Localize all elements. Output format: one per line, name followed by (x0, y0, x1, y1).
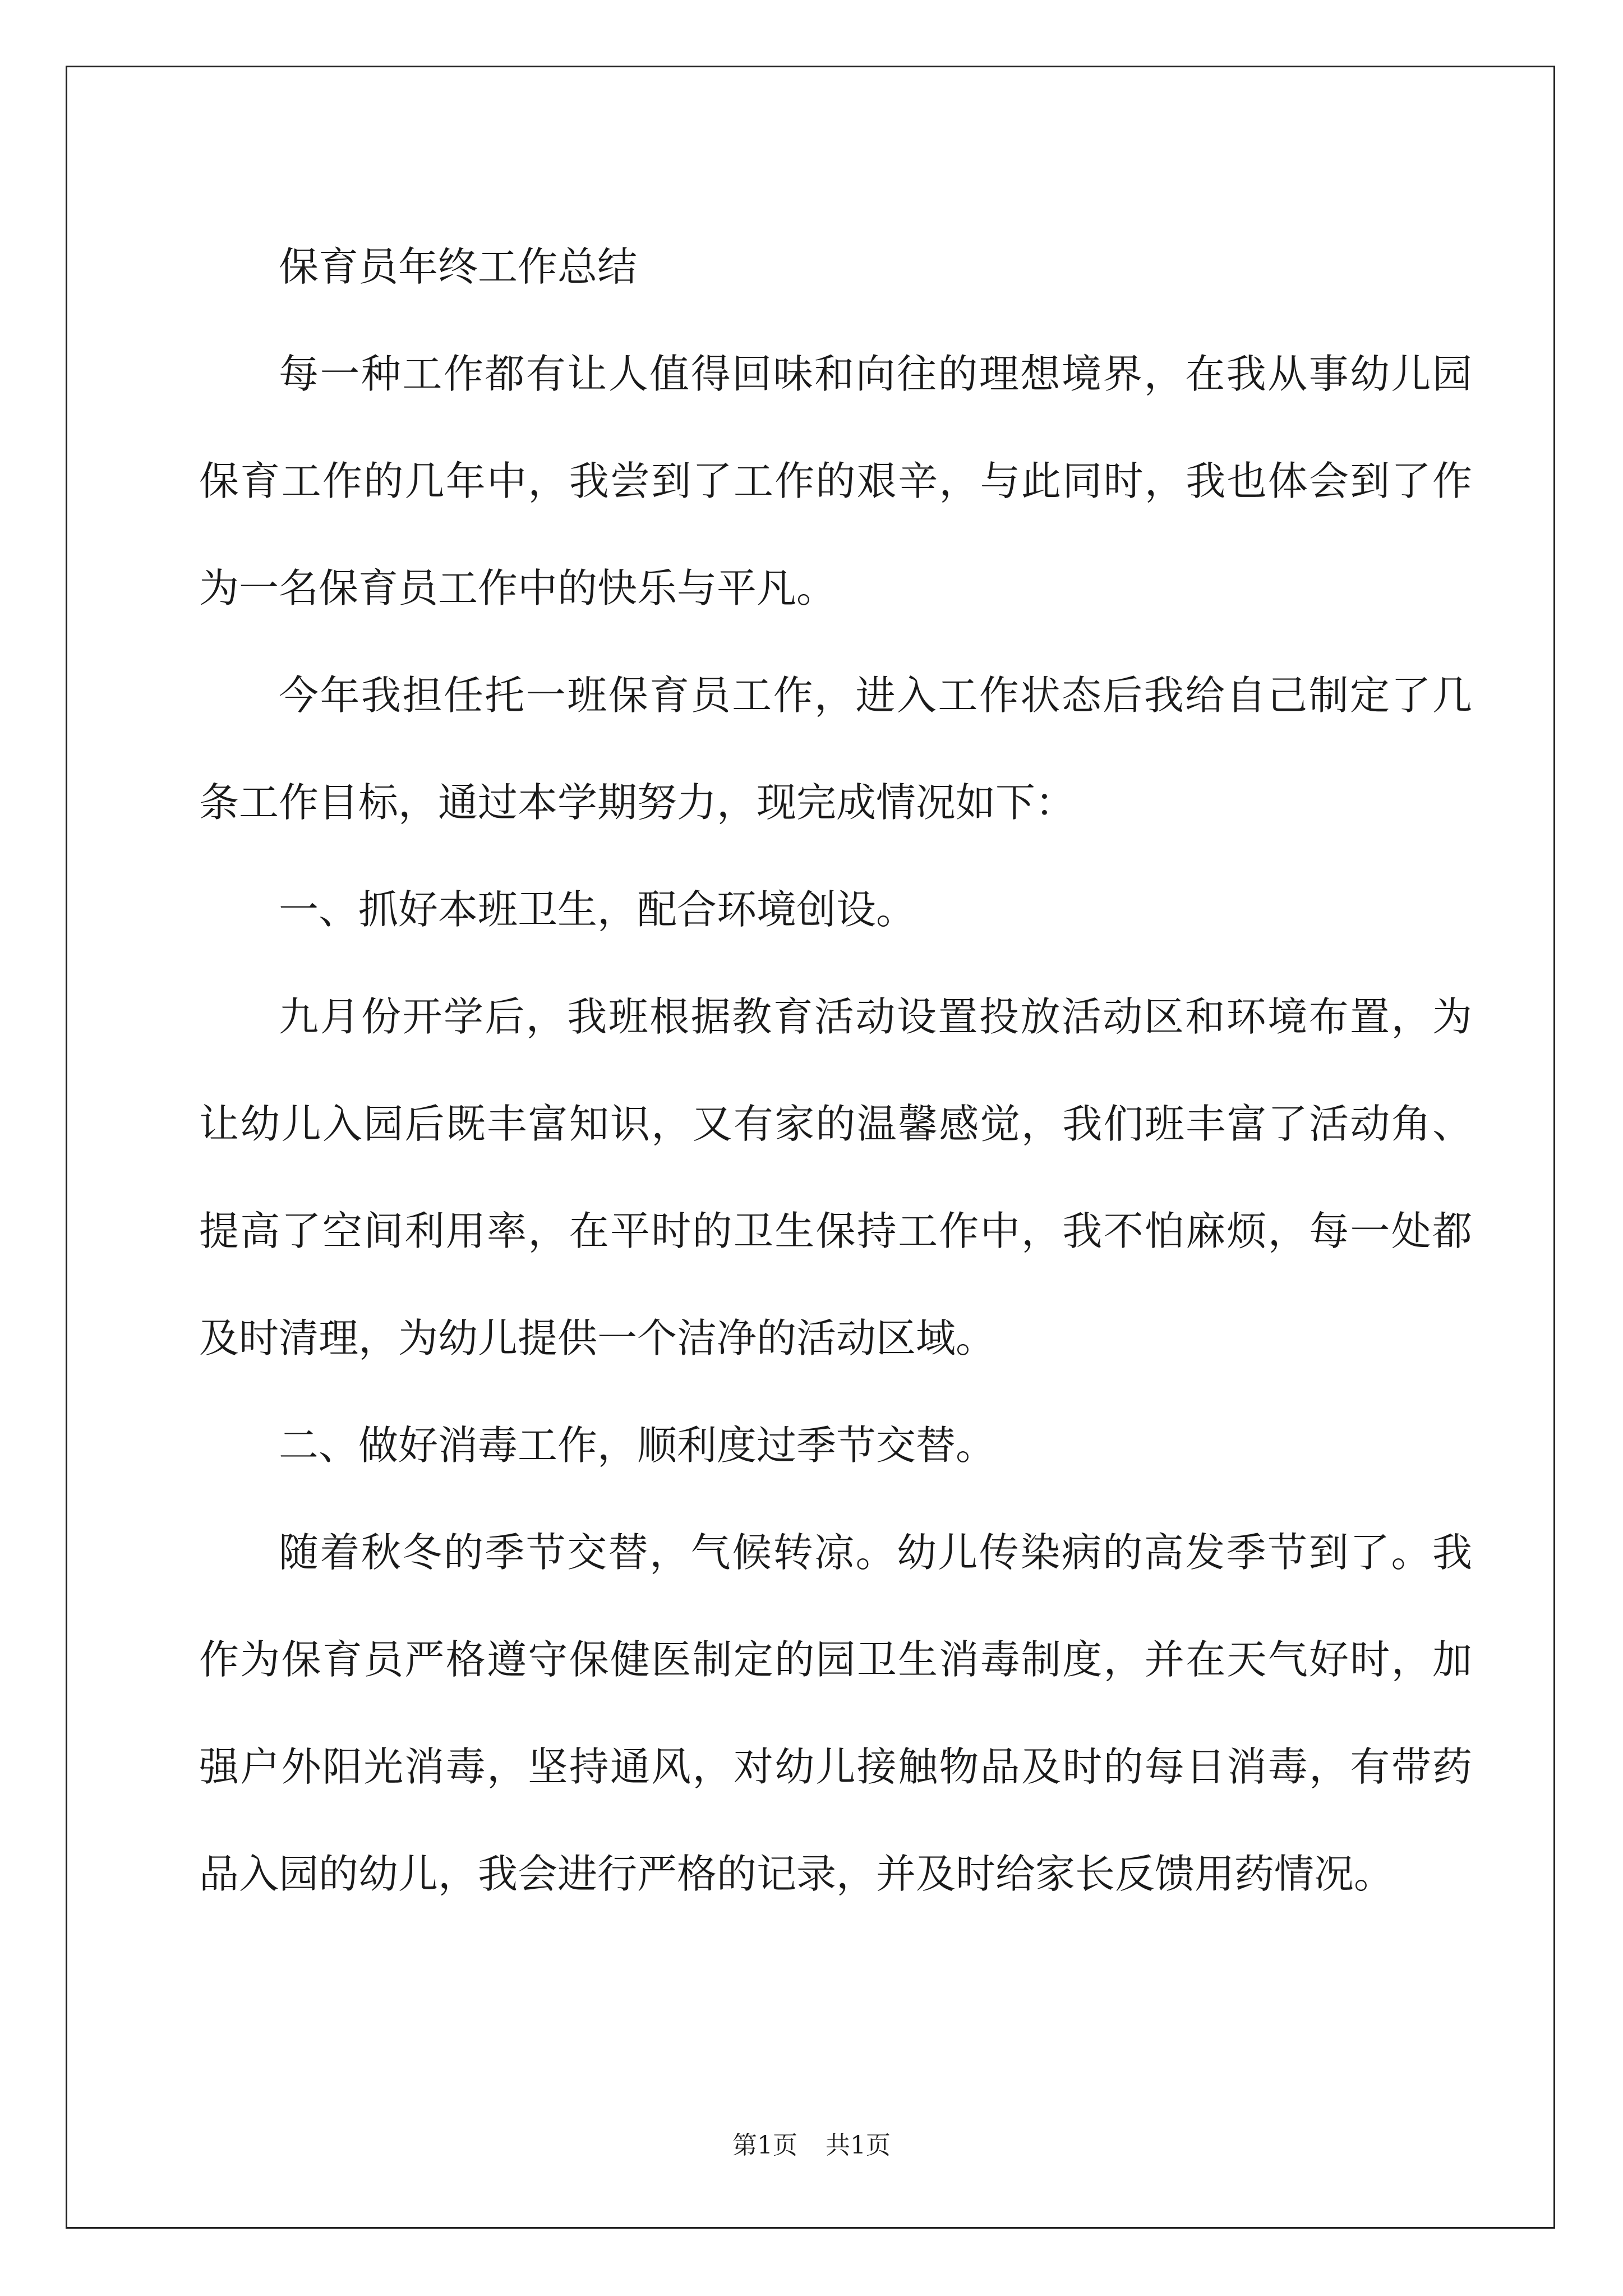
paragraph-intro: 每一种工作都有让人值得回味和向往的理想境界，在我从事幼儿园保育工作的几年中，我尝到了工作的艰辛，与此同时，我也体会到了作为一名保育员工作中的快乐与平凡。 (199, 351, 1472, 611)
paragraph-goals: 今年我担任托一班保育员工作，进入工作状态后我给自己制定了几条工作目标，通过本学期努力，现完成情况如下： (199, 672, 1472, 826)
paragraph-section-1: 九月份开学后，我班根据教育活动设置投放活动区和环境布置，为让幼儿入园后既丰富知识，又有家的温馨感觉，我们班丰富了活动角、提高了空间利用率，在平时的卫生保持工作中，我不怕麻烦，每一处都及时清理，为幼儿提供一个洁净的活动区域。 (199, 993, 1472, 1361)
page-footer (0, 2125, 1623, 2161)
page-number: 第1页 (732, 2131, 797, 2160)
document-title: 保育员年终工作总结 (279, 243, 638, 290)
section-heading-2: 二、做好消毒工作，顺利度过季节交替。 (279, 1422, 996, 1469)
section-heading-1: 一、抓好本班卫生，配合环境创设。 (279, 886, 916, 933)
page-total: 共1页 (826, 2131, 891, 2160)
document-body (199, 213, 1472, 1927)
paragraph-section-2: 随着秋冬的季节交替，气候转凉。幼儿传染病的高发季节到了。我作为保育员严格遵守保健医制定的园卫生消毒制度，并在天气好时，加强户外阳光消毒，坚持通风，对幼儿接触物品及时的每日消毒，有带药品入园的幼儿，我会进行严格的记录，并及时给家长反馈用药情况。 (199, 1529, 1472, 1897)
